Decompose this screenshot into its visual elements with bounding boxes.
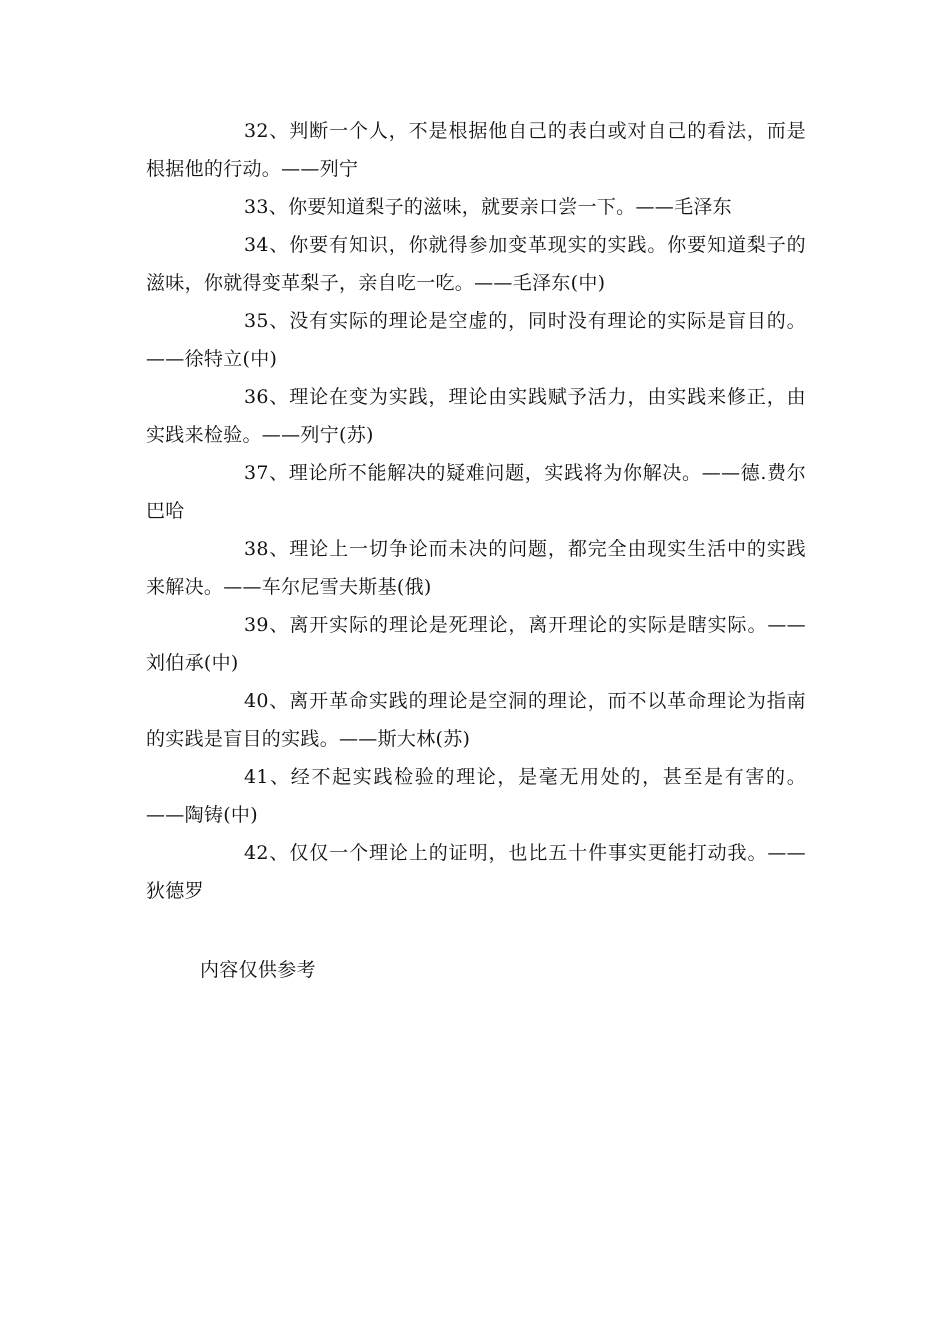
quote-item: 42、仅仅一个理论上的证明，也比五十件事实更能打动我。——狄德罗 <box>146 842 806 902</box>
quote-item: 39、离开实际的理论是死理论，离开理论的实际是瞎实际。——刘伯承(中) <box>146 614 806 674</box>
quote-item: 38、理论上一切争论而未决的问题，都完全由现实生活中的实践来解决。——车尔尼雪夫斯基(俄) <box>146 538 806 598</box>
quote-item: 32、判断一个人，不是根据他自己的表白或对自己的看法，而是根据他的行动。——列宁 <box>146 120 806 180</box>
quote-list <box>146 112 806 910</box>
quote-item: 41、经不起实践检验的理论，是毫无用处的，甚至是有害的。——陶铸(中) <box>146 766 806 826</box>
quote-item: 36、理论在变为实践，理论由实践赋予活力，由实践来修正，由实践来检验。——列宁(苏) <box>146 386 806 446</box>
quote-item: 34、你要有知识，你就得参加变革现实的实践。你要知道梨子的滋味，你就得变革梨子，亲自吃一吃。——毛泽东(中) <box>146 234 806 294</box>
quote-item: 35、没有实际的理论是空虚的，同时没有理论的实际是盲目的。——徐特立(中) <box>146 310 806 370</box>
quote-item: 37、理论所不能解决的疑难问题，实践将为你解决。——德.费尔巴哈 <box>146 462 806 522</box>
footer-note: 内容仅供参考 <box>200 959 316 981</box>
quote-item: 33、你要知道梨子的滋味，就要亲口尝一下。——毛泽东 <box>244 196 732 218</box>
quote-item: 40、离开革命实践的理论是空洞的理论，而不以革命理论为指南的实践是盲目的实践。——斯大林(苏) <box>146 690 806 750</box>
